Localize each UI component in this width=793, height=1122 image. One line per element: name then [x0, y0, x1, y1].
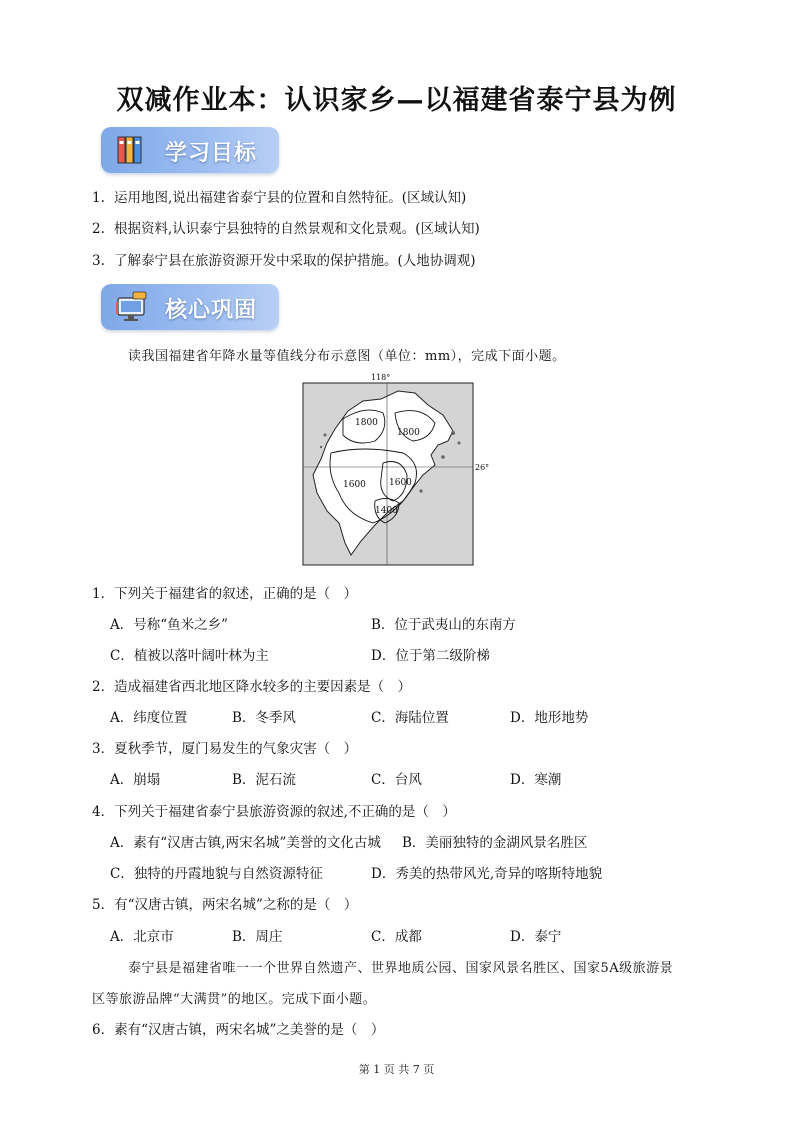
goal-number: 3.	[92, 253, 105, 269]
goal-number: 1.	[92, 190, 105, 206]
fujian-rainfall-map	[303, 373, 490, 565]
question-option[interactable]: B．冬季风	[232, 710, 296, 726]
section-banner-goals	[101, 127, 279, 173]
question-stem: 6．素有“汉唐古镇，两宋名城”之美誉的是（ ）	[92, 1022, 385, 1038]
question-option[interactable]: A．素有“汉唐古镇,两宋名城”美誉的文化古城	[110, 835, 381, 851]
isoline-label: 1800	[397, 428, 420, 438]
goal-item	[92, 249, 476, 269]
map-lat-label: 26°	[475, 463, 490, 472]
question-option[interactable]: B．美丽独特的金湖风景名胜区	[402, 835, 588, 851]
core-title: 核心巩固	[165, 298, 258, 323]
question-option[interactable]: A．纬度位置	[110, 710, 188, 726]
question-stem: 5．有“汉唐古镇，两宋名城”之称的是（ ）	[92, 897, 358, 913]
question-option[interactable]: D．位于第二级阶梯	[371, 648, 490, 664]
question-option[interactable]: B．位于武夷山的东南方	[371, 617, 516, 633]
question-option[interactable]: B．泥石流	[232, 772, 296, 788]
question-option[interactable]: C．植被以落叶阔叶林为主	[110, 648, 269, 664]
question-stem: 3．夏秋季节，厦门易发生的气象灾害（ ）	[92, 741, 358, 757]
question-option[interactable]: A．崩塌	[110, 772, 161, 788]
goal-text: 运用地图,说出福建省泰宁县的位置和自然特征。(区域认知)	[114, 190, 467, 206]
computer-icon	[115, 290, 149, 324]
question-option[interactable]: A．北京市	[110, 929, 174, 945]
question-option[interactable]: D．寒潮	[510, 772, 562, 788]
question-option[interactable]: A．号称“鱼米之乡”	[110, 617, 229, 633]
isoline-label: 1800	[355, 418, 378, 428]
goal-text: 了解泰宁县在旅游资源开发中采取的保护措施。(人地协调观)	[114, 253, 476, 269]
isoline-label: 1600	[343, 480, 366, 490]
page-title: 双减作业本：认识家乡—以福建省泰宁县为例	[116, 85, 677, 116]
goal-item	[92, 186, 466, 206]
map-lon-label: 118°	[371, 373, 391, 382]
question-stem: 4．下列关于福建省泰宁县旅游资源的叙述,不正确的是（ ）	[92, 804, 456, 820]
goal-text: 根据资料,认识泰宁县独特的自然景观和文化景观。(区域认知)	[114, 221, 480, 237]
question-stem: 1．下列关于福建省的叙述，正确的是（ ）	[92, 586, 358, 602]
question-option[interactable]: D．泰宁	[510, 929, 562, 945]
question-option[interactable]: D．秀美的热带风光,奇异的喀斯特地貌	[371, 866, 603, 882]
question-stem: 2．造成福建省西北地区降水较多的主要因素是（ ）	[92, 679, 412, 695]
question-option[interactable]: D．地形地势	[510, 710, 589, 726]
books-icon	[115, 133, 149, 167]
isoline-label: 1600	[389, 478, 412, 488]
intro-paragraph: 读我国福建省年降水量等值线分布示意图（单位：mm），完成下面小题。	[128, 349, 566, 364]
goal-item	[92, 217, 480, 237]
isoline-label: 1400	[375, 506, 398, 516]
page-footer: 第 1 页 共 7 页	[358, 1063, 435, 1076]
goal-number: 2.	[92, 221, 105, 237]
intro-paragraph-2-cont: 区等旅游品牌“大满贯”的地区。完成下面小题。	[92, 992, 377, 1007]
question-option[interactable]: C．台风	[371, 772, 422, 788]
question-option[interactable]: C．海陆位置	[371, 710, 449, 726]
intro-paragraph-2: 泰宁县是福建省唯一一个世界自然遗产、世界地质公园、国家风景名胜区、国家5A级旅游景	[128, 961, 674, 976]
question-option[interactable]: B．周庄	[232, 929, 283, 945]
question-option[interactable]: C．成都	[371, 929, 422, 945]
question-option[interactable]: C．独特的丹霞地貌与自然资源特征	[110, 866, 323, 882]
section-banner-core	[101, 284, 279, 330]
goals-title: 学习目标	[165, 141, 258, 166]
